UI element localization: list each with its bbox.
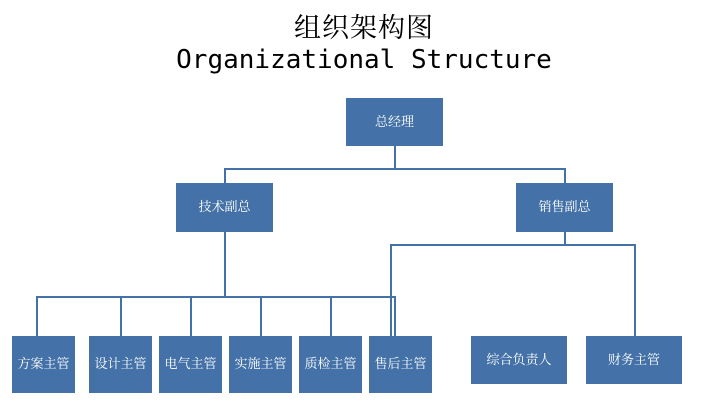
page-title-chinese: 组织架构图 [294,13,434,43]
node-finance-manager[interactable]: 财务主管 [586,336,682,384]
connector-to-finance-mgr [634,244,636,336]
node-aftersales-manager[interactable]: 售后主管 [369,336,432,393]
connector-to-tech-vp [224,168,226,183]
connector-to-aftersales-mgr [394,296,396,336]
connector-to-electric-mgr [190,296,192,336]
connector-to-plan-mgr [36,296,38,336]
node-sales-vice-president[interactable]: 销售副总 [516,183,613,232]
node-electric-manager[interactable]: 电气主管 [159,336,222,393]
connector-gm-down [394,146,396,170]
connector-tech-children-bar [36,296,394,298]
connector-tech-vp-down [224,232,226,298]
connector-level1-bar [224,168,566,170]
connector-to-general-lead [390,244,392,336]
node-implementation-manager[interactable]: 实施主管 [229,336,292,393]
connector-to-sales-vp [564,168,566,183]
node-general-manager[interactable]: 总经理 [346,98,443,146]
node-general-lead[interactable]: 综合负责人 [471,336,567,384]
node-tech-vice-president[interactable]: 技术副总 [176,183,273,232]
node-design-manager[interactable]: 设计主管 [89,336,152,393]
connector-sales-children-bar [390,244,636,246]
node-plan-manager[interactable]: 方案主管 [12,336,75,393]
connector-to-impl-mgr [260,296,262,336]
node-quality-manager[interactable]: 质检主管 [299,336,362,393]
connector-to-design-mgr [120,296,122,336]
connector-to-qc-mgr [330,296,332,336]
page-title-english: Organizational Structure [176,45,552,75]
